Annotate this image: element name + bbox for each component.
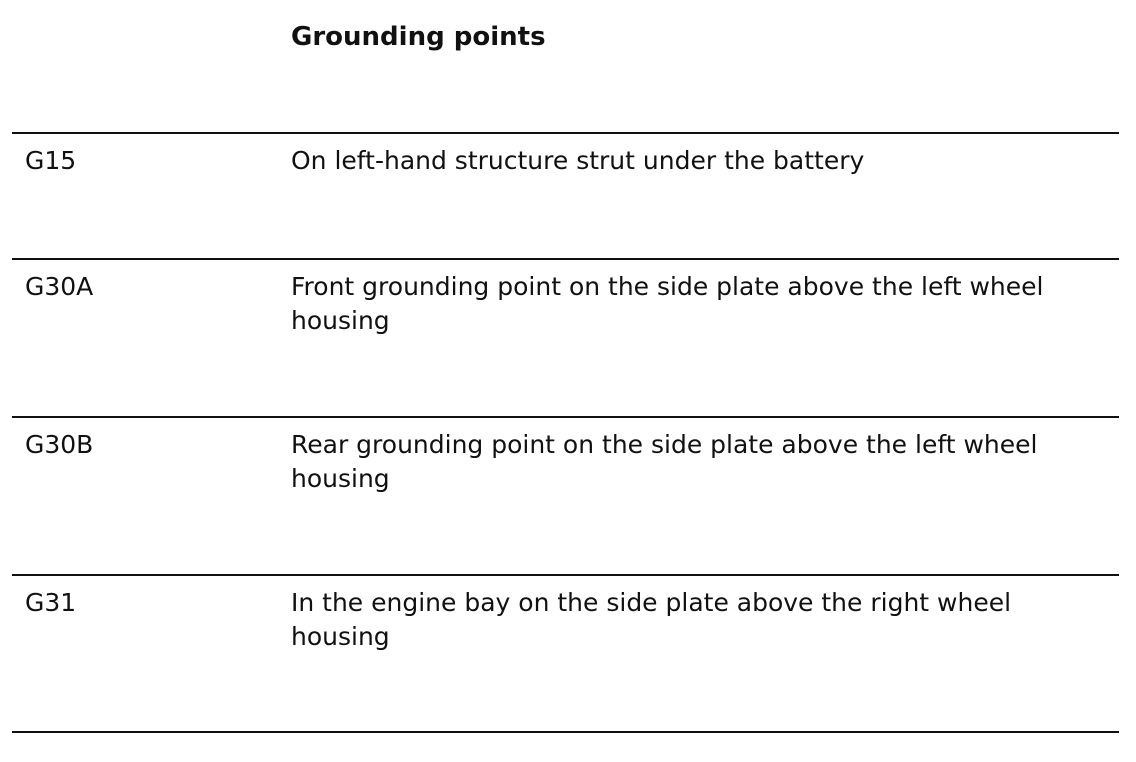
table-divider [12, 132, 1119, 134]
table-divider [12, 416, 1119, 418]
table-divider [12, 731, 1119, 733]
table-divider [12, 574, 1119, 576]
grounding-description: In the engine bay on the side plate above the right wheel housing [291, 588, 1012, 651]
grounding-description: On left-hand structure strut under the battery [291, 146, 865, 175]
grounding-code: G30A [25, 272, 94, 301]
grounding-code: G15 [25, 146, 77, 175]
grounding-description: Rear grounding point on the side plate above the left wheel housing [291, 430, 1038, 493]
grounding-code: G31 [25, 588, 77, 617]
grounding-code: G30B [25, 430, 94, 459]
table-divider [12, 258, 1119, 260]
grounding-description: Front grounding point on the side plate above the left wheel housing [291, 272, 1044, 335]
page-title: Grounding points [291, 22, 546, 52]
